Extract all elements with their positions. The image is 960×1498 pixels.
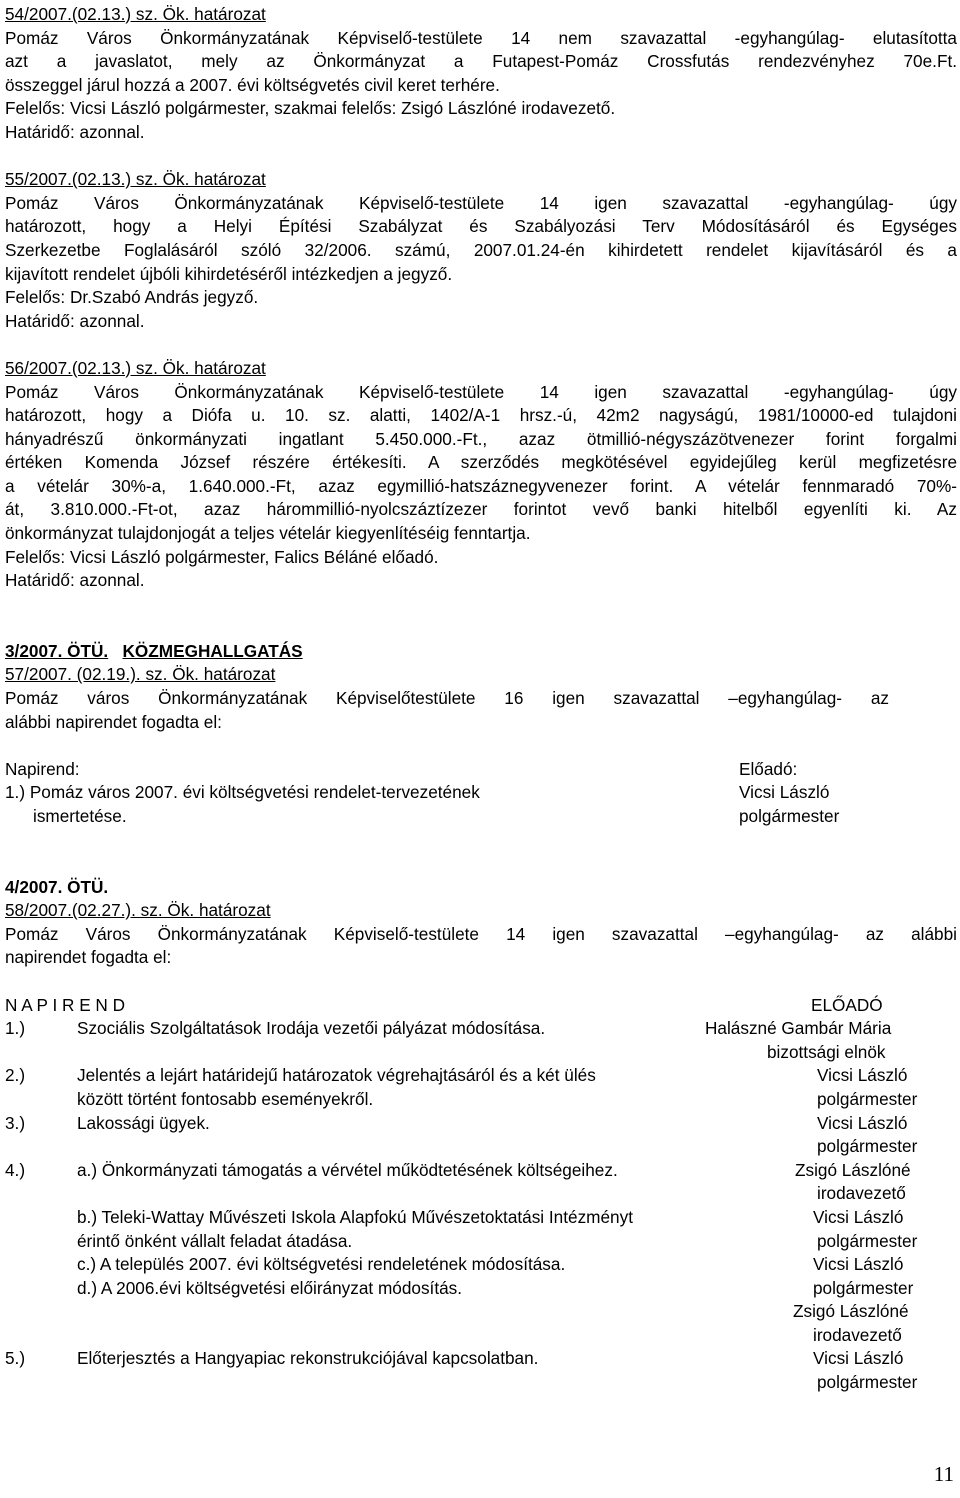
agenda-item: [5, 1324, 957, 1348]
presenter-label: Előadó:: [739, 758, 798, 779]
agenda-item-presenter: Zsigó Lászlóné: [795, 1159, 911, 1180]
agenda-item-text: Előterjesztés a Hangyapiac rekonstrukciójával kapcsolatban.: [77, 1348, 539, 1369]
agenda-item: [5, 1300, 957, 1324]
agenda-item-presenter-role: irodavezető: [817, 1183, 906, 1204]
agenda-item-presenter-role: polgármester: [817, 1136, 918, 1157]
agenda-item-text: ismertetése.: [33, 806, 127, 826]
agenda-item-text: c.) A település 2007. évi költségvetési rendeletének módosítása.: [77, 1254, 566, 1275]
agenda-label: N A P I R E N D: [5, 994, 126, 1015]
agenda-item-presenter: polgármester: [813, 1277, 914, 1298]
agenda-item-presenter-role: polgármester: [817, 1088, 918, 1109]
session-title: [5, 640, 957, 664]
resolution-56: [5, 357, 957, 593]
agenda-item-presenter: Vicsi László: [817, 1065, 908, 1086]
agenda-item-presenter-role: polgármester: [739, 806, 840, 826]
resolution-55: [5, 168, 957, 333]
presenter-label: ELŐADÓ: [811, 994, 883, 1015]
deadline-line: Határidő: azonnal.: [5, 121, 145, 142]
spacer: [5, 734, 957, 758]
agenda-item-cont: [5, 1088, 957, 1112]
resolution-header: 56/2007.(02.13.) sz. Ök. határozat: [5, 357, 266, 378]
agenda-item-presenter: Vicsi László: [813, 1348, 904, 1369]
resolution-header: 55/2007.(02.13.) sz. Ök. határozat: [5, 169, 266, 190]
agenda-item-text: 1.) Pomáz város 2007. évi költségvetési rendelet-tervezetének: [5, 782, 480, 803]
session-title: 4/2007. ÖTÜ.: [5, 876, 109, 897]
session-name: KÖZMEGHALLGATÁS: [122, 640, 303, 661]
responsible-line: Felelős: Dr.Szabó András jegyző.: [5, 287, 259, 308]
agenda-item-presenter: irodavezető: [813, 1324, 902, 1345]
agenda-item-presenter-role: bizottsági elnök: [767, 1041, 886, 1062]
body-line: Pomáz Város Önkormányzatának Képviselő-testülete 14 igen szavazattal -egyhangúlag- úgy: [5, 381, 957, 402]
body-line: hányadrészű önkormányzati ingatlant 5.450.000.-Ft., azaz ötmillió-négyszázötvenezer forint forgalmi: [5, 428, 957, 449]
agenda-item: [5, 1159, 957, 1183]
agenda-item-text: Lakossági ügyek.: [77, 1112, 210, 1133]
agenda-item-presenter-role: polgármester: [817, 1372, 918, 1393]
body-line: napirendet fogadta el:: [5, 947, 172, 968]
agenda-item-number: 3.): [5, 1112, 26, 1133]
agenda-item: [5, 781, 957, 805]
session-3-2007: [5, 640, 957, 829]
agenda-item-text: között történt fontosabb eseményekről.: [77, 1088, 374, 1109]
agenda-label: Napirend:: [5, 758, 80, 779]
agenda-item-cont: [5, 1135, 957, 1159]
body-line: azt a javaslatot, mely az Önkormányzat a Futapest-Pomáz Crossfutás rendezvényhez 70e.Ft.: [5, 51, 957, 72]
document-page: [5, 3, 957, 1395]
body-line: határozott, hogy a Helyi Építési Szabályzat és Szabályozási Terv Módosításáról és Egységes: [5, 216, 957, 237]
agenda-item-text: Szociális Szolgáltatások Irodája vezetői pályázat módosítása.: [77, 1018, 546, 1039]
agenda-item-presenter: Vicsi László: [739, 782, 830, 803]
body-line: át, 3.810.000.-Ft-ot, azaz hárommillió-nyolcszáztízezer forintot vevő banki hitelből egyenlíti ki. Az: [5, 499, 957, 520]
agenda-item-cont: [5, 1371, 957, 1395]
resolution-header: 58/2007.(02.27.). sz. Ök. határozat: [5, 900, 271, 921]
spacer: [5, 333, 957, 357]
body-line: kijavított rendelet újbóli kihirdetéséről intézkedjen a jegyző.: [5, 263, 453, 284]
body-line: alábbi napirendet fogadta el:: [5, 711, 222, 732]
body-line: Pomáz Város Önkormányzatának Képviselő-testülete 14 nem szavazattal -egyhangúlag- elutasította: [5, 27, 957, 48]
deadline-line: Határidő: azonnal.: [5, 570, 145, 591]
agenda-item-text: b.) Teleki-Wattay Művészeti Iskola Alapfokú Művészetoktatási Intézményt: [77, 1206, 633, 1227]
spacer: [5, 145, 957, 169]
body-line: Pomáz Város Önkormányzatának Képviselő-testülete 14 igen szavazattal –egyhangúlag- az alábbi: [5, 923, 957, 944]
agenda-item-cont: [5, 1182, 957, 1206]
body-line: határozott, hogy a Diófa u. 10. sz. alatti, 1402/A-1 hrsz.-ú, 42m2 nagyságú, 1981/10000-ed tulajdoni: [5, 405, 957, 426]
agenda-item-number: 5.): [5, 1348, 26, 1369]
agenda-item: [5, 1017, 957, 1041]
resolution-header: 54/2007.(02.13.) sz. Ök. határozat: [5, 4, 266, 24]
agenda-item: [5, 1206, 957, 1230]
agenda-item-number: 4.): [5, 1159, 26, 1180]
body-line: Pomáz Város Önkormányzatának Képviselő-testülete 14 igen szavazattal -egyhangúlag- úgy: [5, 192, 957, 213]
agenda-item: [5, 1064, 957, 1088]
agenda-item-number: 2.): [5, 1065, 26, 1086]
agenda-item-text: d.) A 2006.évi költségvetési előirányzat módosítás.: [77, 1277, 463, 1298]
body-line: összeggel járul hozzá a 2007. évi költségvetés civil keret terhére.: [5, 74, 500, 95]
body-line: Pomáz város Önkormányzatának Képviselőtestülete 16 igen szavazattal –egyhangúlag- az: [5, 688, 889, 709]
agenda-item-presenter: Vicsi László: [817, 1112, 908, 1133]
agenda-item: [5, 1347, 957, 1371]
body-line: a vételár 30%-a, 1.640.000.-Ft, azaz egymillió-hatszáznegyvenezer forint. A vételár fennmaradó 70%-: [5, 475, 957, 496]
spacer: [5, 970, 957, 994]
session-4-2007: [5, 876, 957, 1395]
agenda-item-presenter: Vicsi László: [813, 1254, 904, 1275]
resolution-header: 57/2007. (02.19.). sz. Ök. határozat: [5, 664, 276, 685]
agenda-item-number: 1.): [5, 1018, 26, 1039]
agenda-item-text: Jelentés a lejárt határidejű határozatok végrehajtásáról és a két ülés: [77, 1065, 596, 1086]
agenda-item-text: érintő önként vállalt feladat átadása.: [77, 1230, 353, 1251]
agenda-item-presenter: Zsigó Lászlóné: [793, 1301, 909, 1322]
agenda-item-cont: [5, 805, 957, 829]
agenda-list: [5, 1017, 957, 1395]
body-line: értéken Komenda József részére értékesíti. A szerződés megkötésével egyidejűleg kerül megfizetésre: [5, 452, 957, 473]
agenda-item-cont: [5, 1230, 957, 1254]
deadline-line: Határidő: azonnal.: [5, 310, 145, 331]
agenda-item-presenter-role: polgármester: [817, 1230, 918, 1251]
responsible-line: Felelős: Vicsi László polgármester, Falics Béláné előadó.: [5, 546, 439, 567]
agenda-item-presenter: Halászné Gambár Mária: [705, 1018, 892, 1039]
spacer: [5, 829, 957, 876]
agenda-item: [5, 1112, 957, 1136]
resolution-54: [5, 3, 957, 145]
agenda-item-presenter: Vicsi László: [813, 1206, 904, 1227]
agenda-header: [5, 994, 957, 1018]
page-number: 11: [933, 1462, 954, 1486]
body-line: Szerkezetbe Foglalásáról szóló 32/2006. számú, 2007.01.24-én kihirdetett rendelet kijavításáról és a: [5, 239, 957, 260]
agenda-item: [5, 1253, 957, 1277]
agenda-header: [5, 758, 957, 782]
agenda-item-cont: [5, 1041, 957, 1065]
body-line: önkormányzat tulajdonjogát a teljes vételár kiegyenlítéséig fenntartja.: [5, 523, 531, 544]
responsible-line: Felelős: Vicsi László polgármester, szakmai felelős: Zsigó Lászlóné irodavezető.: [5, 98, 616, 119]
agenda-item-text: a.) Önkormányzati támogatás a vérvétel működtetésének költségeihez.: [77, 1159, 618, 1180]
spacer: [5, 593, 957, 640]
session-number: 3/2007. ÖTÜ.: [5, 640, 109, 661]
agenda-item: [5, 1277, 957, 1301]
